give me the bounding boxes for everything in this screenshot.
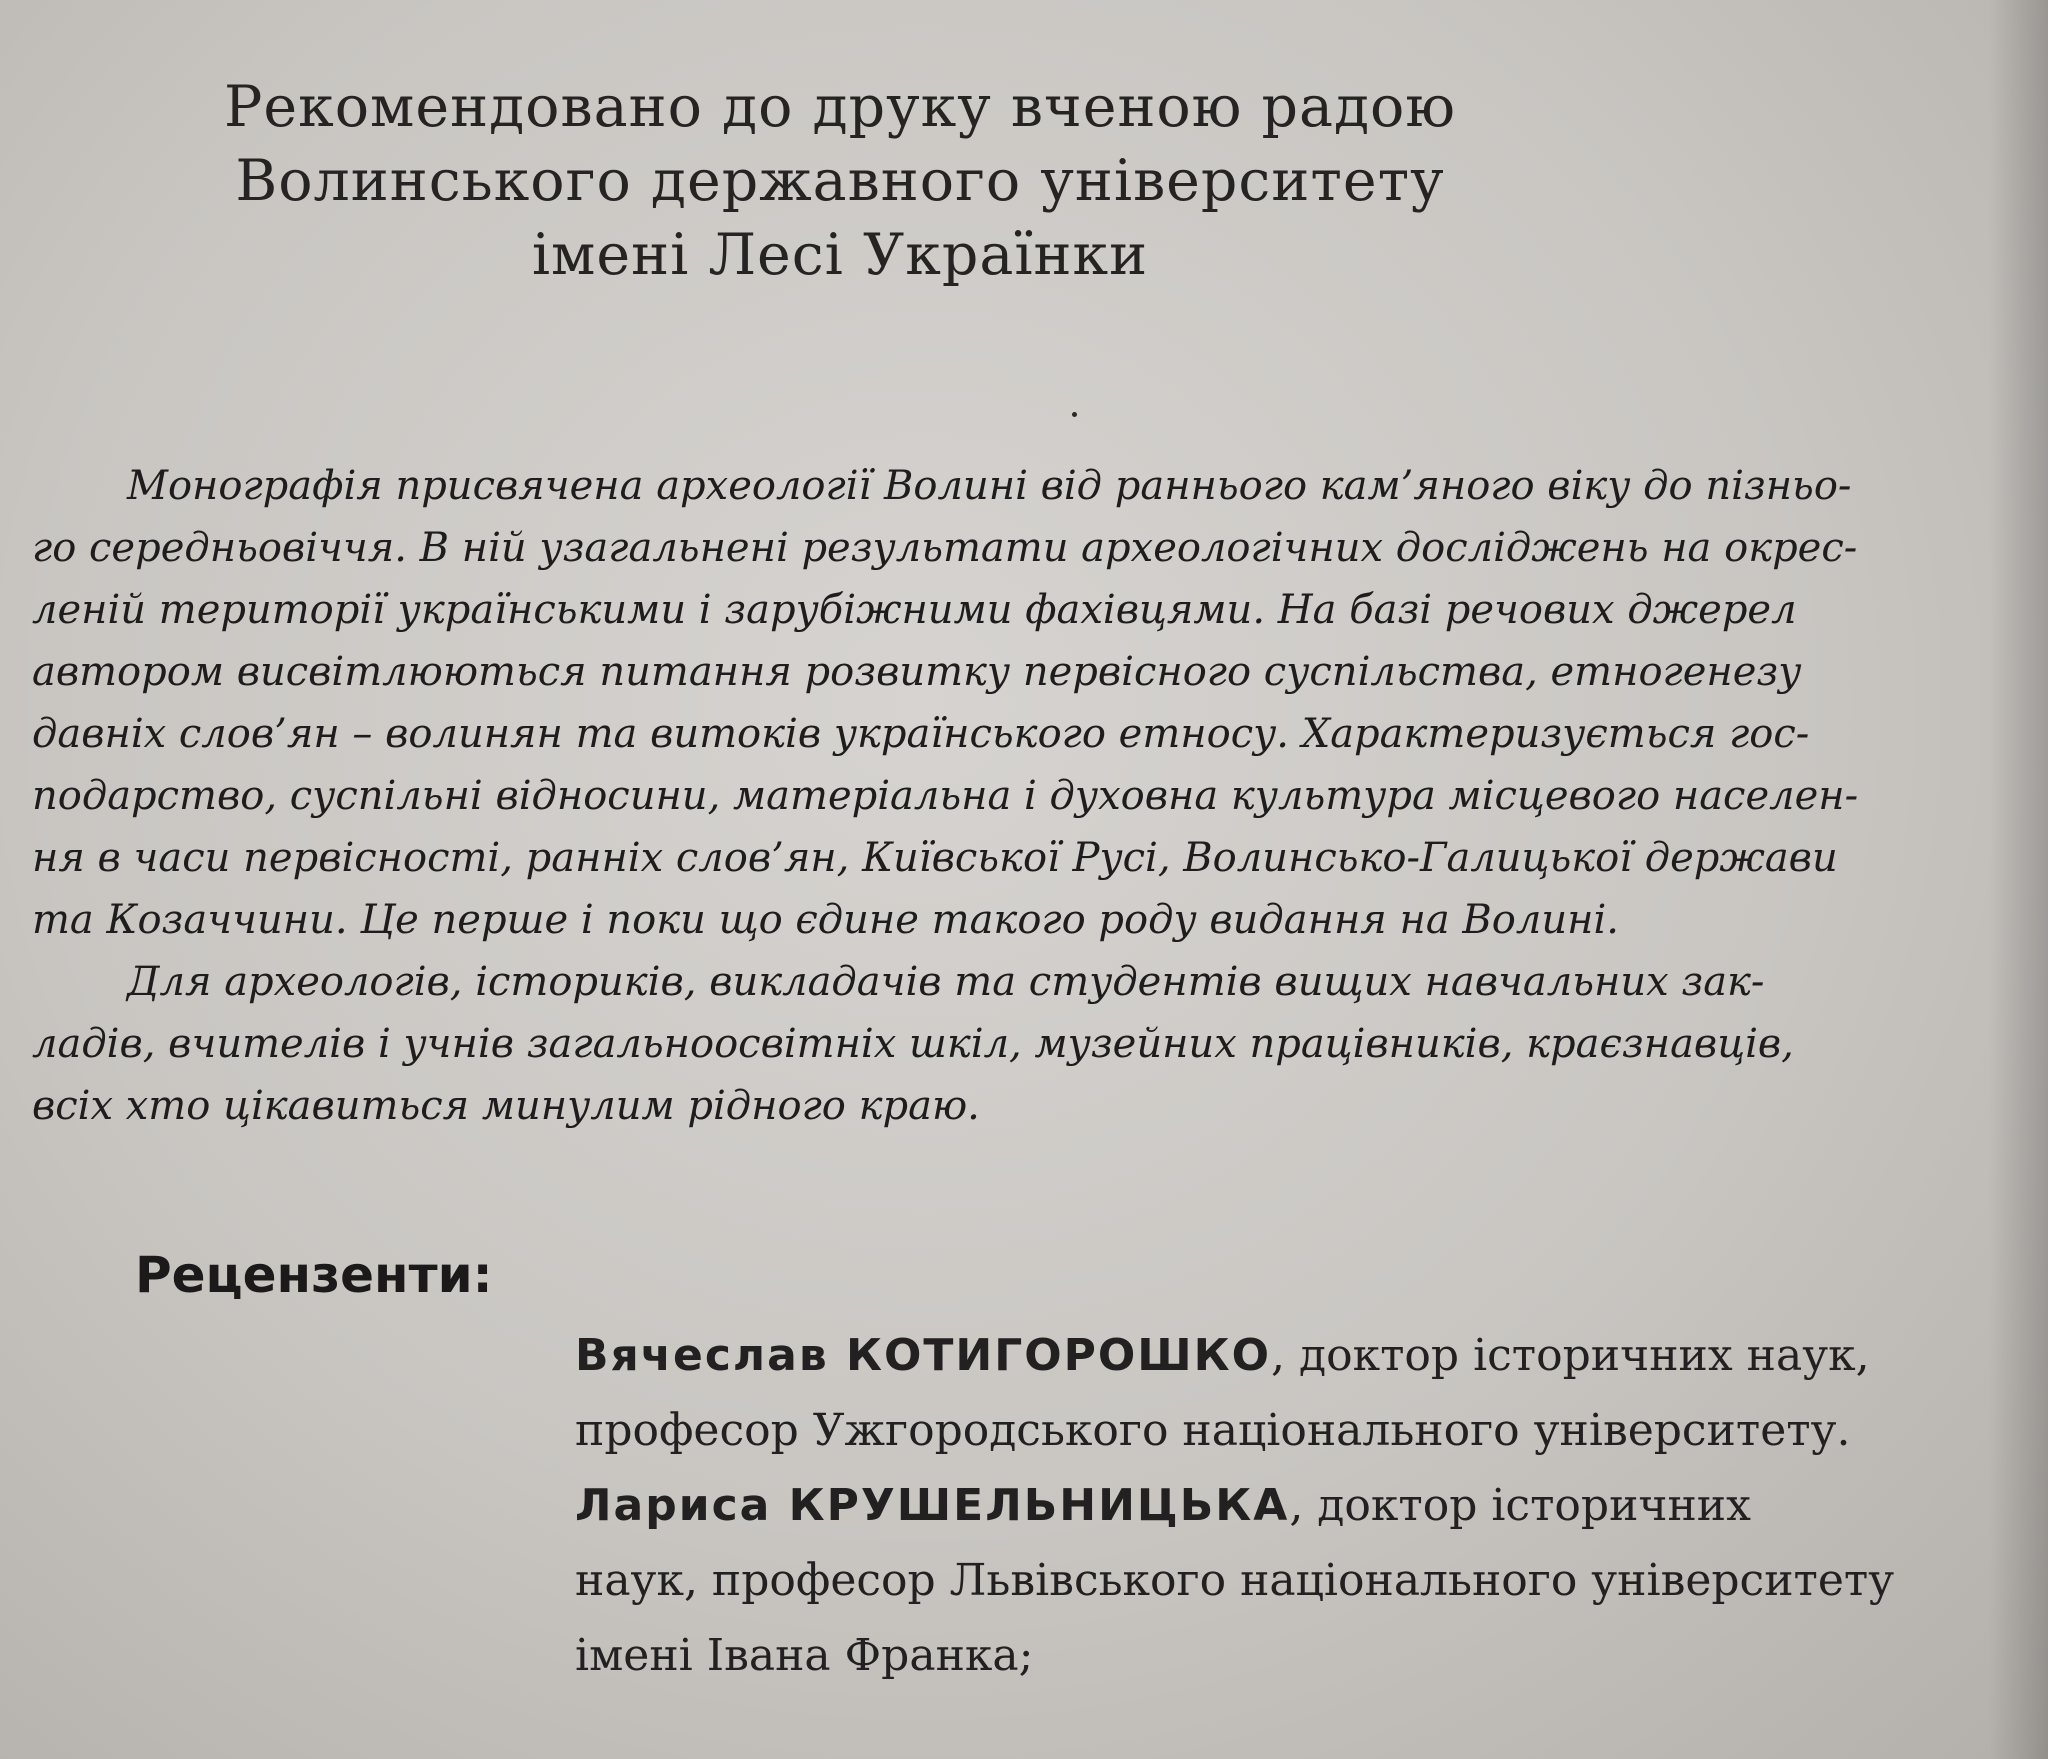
reviewer-2-line-2: наук, професор Львівського національного університету	[575, 1555, 1895, 1606]
annotation-line: ня в часи первісності, ранніх слов’ян, Київської Русі, Волинсько-Галицької держави	[32, 835, 1838, 881]
annotation-line: давніх слов’ян – волинян та витоків українського етносу. Характеризується гос-	[32, 711, 1810, 757]
reviewer-2-line-3: імені Івана Франка;	[575, 1630, 1034, 1681]
annotation-line: всіх хто цікавиться минулим рідного краю.	[32, 1083, 980, 1129]
annotation-line: Для археологів, істориків, викладачів та студентів вищих навчальних зак-	[127, 959, 1765, 1005]
annotation-line: леній території українськими і зарубіжними фахівцями. На базі речових джерел	[32, 587, 1797, 633]
reviewers-heading: Рецензенти:	[135, 1246, 493, 1304]
annotation-line: го середньовіччя. В ній узагальнені результати археологічних досліджень на окрес-	[32, 525, 1858, 571]
reviewer-2-name: Лариса КРУШЕЛЬНИЦЬКА	[575, 1480, 1290, 1531]
reviewer-2-title: , доктор історичних	[1289, 1480, 1751, 1531]
reviewers-list	[575, 1318, 1995, 1693]
header-line-1: Рекомендовано до друку вченою радою	[224, 74, 1456, 140]
annotation-line: подарство, суспільні відносини, матеріальна і духовна культура місцевого населен-	[32, 773, 1859, 819]
header-line-3: імені Лесі Українки	[531, 222, 1149, 288]
reviewer-1-line-1	[575, 1318, 1995, 1393]
approval-header	[200, 70, 1480, 292]
page-edge-shadow	[1988, 0, 2048, 1759]
reviewer-1-title: , доктор історичних наук,	[1271, 1330, 1870, 1381]
annotation-line: ладів, вчителів і учнів загальноосвітніх шкіл, музейних працівників, краєзнавців,	[32, 1021, 1794, 1067]
annotation-line: Монографія присвячена археології Волині від раннього кам’яного віку до пізньо-	[127, 463, 1852, 509]
ink-dot	[1072, 412, 1077, 417]
annotation-block	[32, 455, 1992, 1137]
reviewer-1-line-2: професор Ужгородського національного університету.	[575, 1405, 1851, 1456]
header-line-2: Волинського державного університету	[235, 148, 1445, 214]
annotation-line: автором висвітлюються питання розвитку первісного суспільства, етногенезу	[32, 649, 1802, 695]
reviewer-2-line-1	[575, 1468, 1995, 1543]
annotation-line: та Козаччини. Це перше і поки що єдине такого роду видання на Волині.	[32, 897, 1619, 943]
reviewer-1-name: Вячеслав КОТИГОРОШКО	[575, 1330, 1272, 1381]
